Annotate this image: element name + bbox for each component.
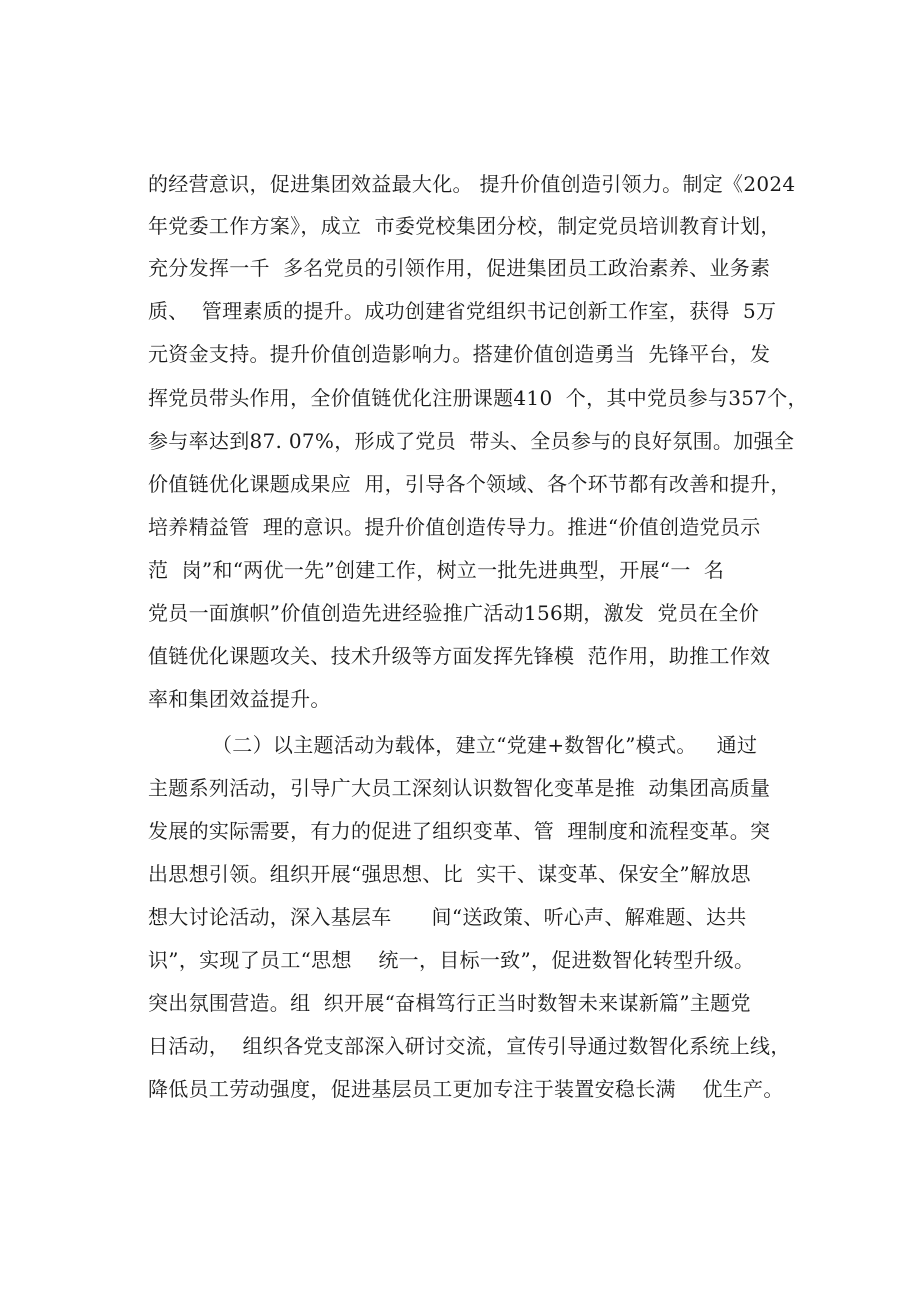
paragraph-line: 日活动， 组织各党支部深入研讨交流，宣传引导通过数智化系统上线，	[148, 1034, 791, 1058]
paragraph-line: 率和集团效益提升。	[148, 687, 331, 711]
paragraph-line: 发展的实际需要，有力的促进了组织变革、管 理制度和流程变革。突	[148, 819, 771, 843]
paragraph-line: 出思想引领。组织开展“强思想、比 实干、谋变革、保安全”解放思	[148, 862, 751, 886]
paragraph-line: 元资金支持。提升价值创造影响力。搭建价值创造勇当 先锋平台，发	[148, 342, 771, 366]
paragraph-line: 范 岗”和“两优一先”创建工作，树立一批先进典型，开展“一 名	[148, 558, 725, 582]
section-heading-line: （二）以主题活动为载体，建立“党建+数智化”模式。 通过	[212, 733, 758, 757]
paragraph-line: 主题系列活动，引导广大员工深刻认识数智化变革是推 动集团高质量	[148, 776, 771, 800]
paragraph-line: 培养精益管 理的意识。提升价值创造传导力。推进“价值创造党员示	[148, 515, 761, 539]
paragraph-line: 充分发挥一千 多名党员的引领作用，促进集团员工政治素养、业务素	[148, 256, 771, 280]
paragraph-line: 降低员工劳动强度，促进基层员工更加专注于装置安稳长满 优生产。	[148, 1077, 784, 1101]
paragraph-line: 识”，实现了员工“思想 统一，目标一致”，促进数智化转型升级。	[148, 948, 755, 972]
paragraph-line: 的经营意识，促进集团效益最大化。 提升价值创造引领力。制定《2024	[148, 172, 796, 196]
paragraph-line: 想大讨论活动，深入基层车 间“送政策、听心声、解难题、达共	[148, 905, 747, 929]
paragraph-line: 年党委工作方案》，成立 市委党校集团分校，制定党员培训教育计划，	[148, 214, 781, 238]
paragraph-line: 质、 管理素质的提升。成功创建省党组织书记创新工作室，获得 5万	[148, 299, 777, 323]
paragraph-line: 党员一面旗帜”价值创造先进经验推广活动156期，激发 党员在全价	[148, 601, 760, 625]
paragraph-line: 挥党员带头作用，全价值链优化注册课题410 个，其中党员参与357个，	[148, 386, 808, 410]
paragraph-line: 价值链优化课题成果应 用，引导各个领域、各个环节都有改善和提升，	[148, 472, 791, 496]
paragraph-line: 值链优化课题攻关、技术升级等方面发挥先锋模 范作用，助推工作效	[148, 644, 771, 668]
paragraph-line: 参与率达到87. 07%，形成了党员 带头、全员参与的良好氛围。加强全	[148, 429, 795, 453]
paragraph-line: 突出氛围营造。组 织开展“奋楫笃行正当时数智未来谋新篇”主题党	[148, 991, 751, 1015]
